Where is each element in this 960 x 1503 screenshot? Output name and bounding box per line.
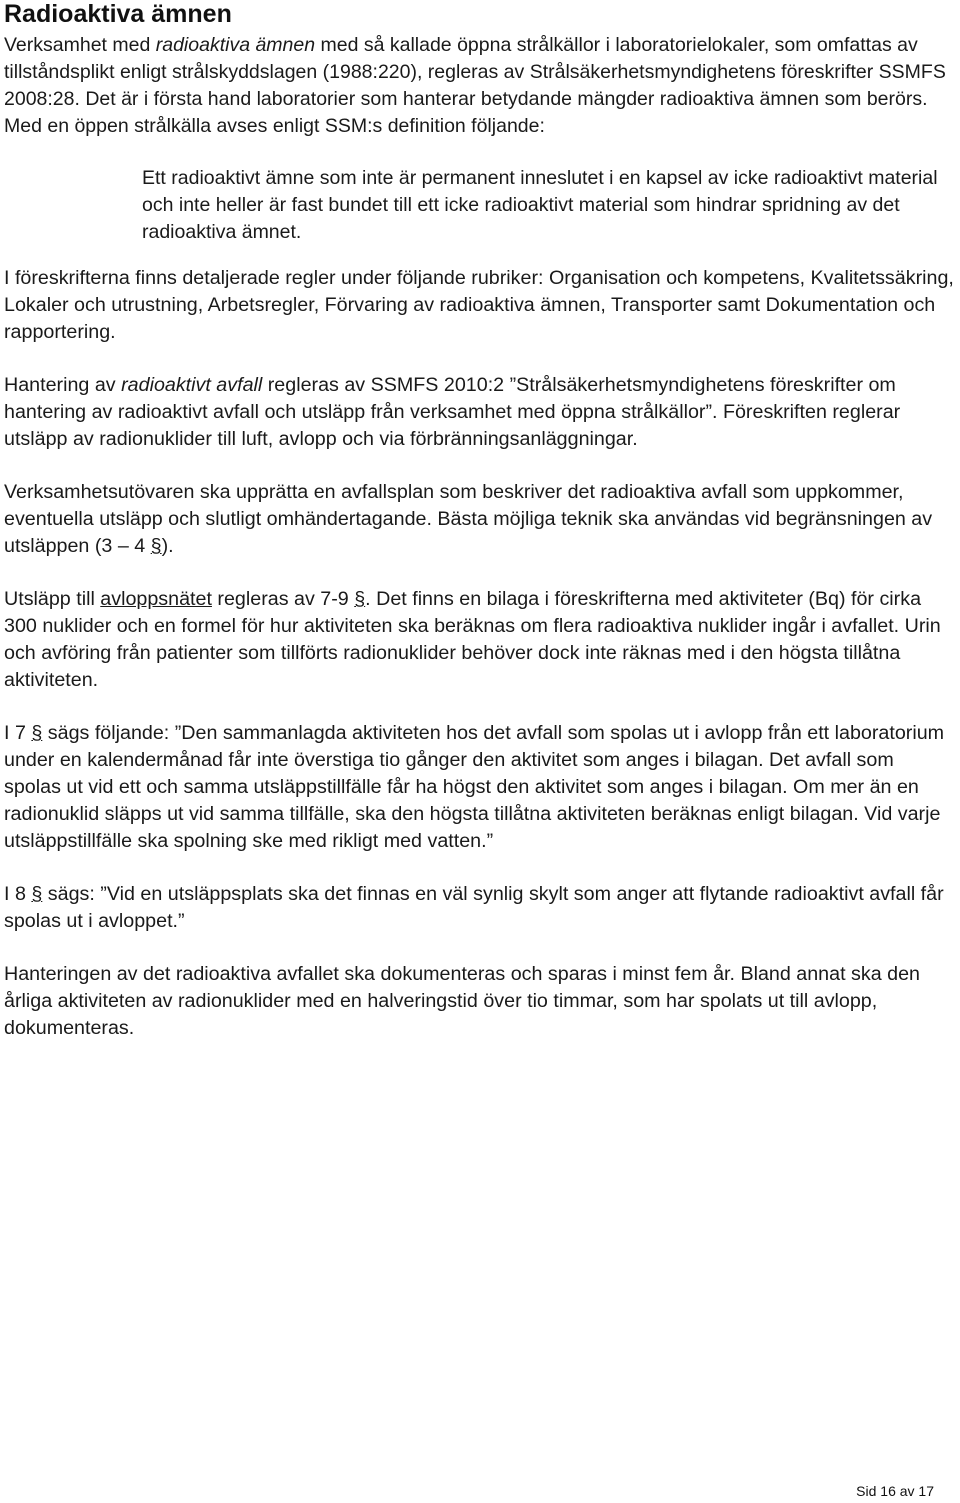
intro-text-1: Verksamhet med — [4, 34, 156, 56]
section7-paragraph — [4, 720, 954, 855]
page-number: Sid 16 av 17 — [856, 1483, 934, 1499]
waste-text-2: regleras av SSMFS 2010:2 ”Strålsäkerhetsmyndighetens föreskrifter om hantering av radioaktivt avfall och utsläpp från verksamhet med öppna strålkällor”. Föreskriften reglerar utsläpp av radionuklider till luft, avlopp och via förbränningsanläggningar. — [4, 374, 901, 450]
section8-paragraph — [4, 881, 954, 935]
waste-plan-paragraph — [4, 479, 954, 560]
plan-text-1: Verksamhetsutövaren ska upprätta en avfallsplan som beskriver det radioaktiva avfall som uppkommer, eventuella utsläpp och slutligt omhändertagande. Bästa möjliga teknik ska användas vid begränsningen av utsläppen (3 – 4 — [4, 481, 933, 557]
regulations-paragraph: I föreskrifterna finns detaljerade regler under följande rubriker: Organisation och kompetens, Kvalitetssäkring, Lokaler och utrustning, Arbetsregler, Förvaring av radioaktiva ämnen, Transporter samt Dokumentation och rapportering. — [4, 267, 954, 343]
section-link[interactable]: § — [150, 535, 162, 557]
sewer-text-1: Utsläpp till — [4, 588, 101, 610]
sewer-network-link[interactable]: avloppsnätet — [100, 588, 212, 610]
sewer-text-2: regleras av 7-9 — [211, 588, 355, 610]
sewer-paragraph — [4, 586, 954, 694]
s8-text-2: sägs: ”Vid en utsläppsplats ska det finnas en väl synlig skylt som anger att flytande radioaktivt avfall får spolas ut i avloppet.” — [4, 883, 944, 932]
waste-paragraph — [4, 372, 954, 453]
s7-text-1: I 7 — [4, 722, 32, 744]
waste-emphasis: radioaktivt avfall — [121, 374, 263, 396]
document-page — [4, 0, 954, 1042]
section-link[interactable]: § — [31, 883, 43, 905]
intro-emphasis: radioaktiva ämnen — [155, 34, 316, 56]
section-heading: Radioaktiva ämnen — [4, 0, 232, 28]
s7-text-2: sägs följande: ”Den sammanlagda aktiviteten hos det avfall som spolas ut i avlopp från ett laboratorium under en kalendermånad får inte överstiga tio gånger den aktivitet som anges i bilagan. Det avfall som spolas ut vid ett och samma utsläppstillfälle får ha högst den aktivitet som anges i bilagan. Om mer än en radionuklid släpps ut vid samma tillfälle, ska den högsta tillåtna aktiviteten beräknas enligt bilagan. Vid varje utsläppstillfälle ska spolning ske med rikligt med vatten.” — [4, 722, 945, 852]
section-link[interactable]: § — [354, 588, 366, 610]
intro-paragraph — [4, 32, 954, 140]
documentation-paragraph: Hanteringen av det radioaktiva avfallet ska dokumenteras och sparas i minst fem år. Bland annat ska den årliga aktiviteten av radionuklider med en halveringstid över tio timmar, som har spolats ut till avlopp, dokumenteras. — [4, 963, 920, 1039]
waste-text-1: Hantering av — [4, 374, 122, 396]
s8-text-1: I 8 — [4, 883, 32, 905]
plan-text-2: ). — [161, 535, 174, 557]
section-link[interactable]: § — [31, 722, 43, 744]
intro-text-2: med så kallade öppna strålkällor i laboratorielokaler, som omfattas av tillståndsplikt enligt strålskyddslagen (1988:220), regleras av Strålsäkerhetsmyndighetens föreskrifter SSMFS 2008:28. Det är i första hand laboratorier som hanterar betydande mängder radioaktiva ämnen som berörs. Med en öppen strålkälla avses enligt SSM:s definition följande: — [4, 34, 946, 137]
definition-quote: Ett radioaktivt ämne som inte är permanent inneslutet i en kapsel av icke radioaktivt material och inte heller är fast bundet till ett icke radioaktivt material som hindrar spridning av det radioaktiva ämnet. — [142, 167, 938, 243]
sewer-text-3: . Det finns en bilaga i föreskrifterna med aktiviteter (Bq) för cirka 300 nuklider och en formel för hur aktiviteten ska beräknas om flera radioaktiva nuklider ingår i avfallet. Urin och avföring från patienter som tillförts radionuklider behöver dock inte räknas med i den högsta tillåtna aktiviteten. — [4, 588, 941, 691]
